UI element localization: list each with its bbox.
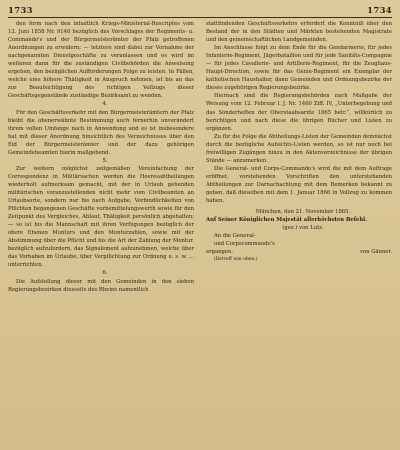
addressee-line: und Corpscommando's [214,241,275,248]
left-column [8,20,194,446]
paragraph: stattfindenden Geschäftsverkehrs erfordert die Kenntniß über den Bestand der in den Städten und Märkten bestehenden Magistrate und den gemeinschaftlichen Landgemeinden. [206,21,392,44]
addressee-line: An die General- [214,233,256,240]
paragraph: den form nach den inhaltlich Kriegs-Ministerial-Rescriptes vom 12. Juni 1858 Nr. 9140 bezüglich des Vorschlages der Regiments- u. Commando's und der Bürgermeisterämter der Pfalz getroffenen Anordnungen zu erwidern; — letztere sind dabei zur Vornahme der nachgenannten Dienstgeschäfte zu veranlassen und es wird im weiteren dann für die zuständigen Civilbehörden die Anweisung ergehen, den bezüglichen Aufforderungen Folge zu leisten. In Fällen, welche eine höhere Thätigkeit in Anspruch nehmen, ist bis an das zur Beaufsichtigung des richtigen Vollzugs dieser Geschäftsgegenstände zuständige Bezirksamt zu wenden. [8,21,194,100]
paragraph: Die General- und Corps-Commando's wird die mit dem Auftrage eröffnet, vorstehenden Vorschriften den unterstehenden Abtheilungen zur Darnachachtung mit dem Bemerken bekannt zu geben, daß dieselben mit dem 1. Januar 1866 in Vollzug zu kommen haben. [206,165,392,205]
signature-gaenner: von Gänner. [360,249,392,256]
paragraph: Hiernach sind die Regierungsbehörden nach Maßgabe der Weisung vom 12. Februar l. J. Nr. 1460 Ziff. IV, „Unterbegebung und das Sonderheften der Oberstaabsarzte 1865 betr.“, willkürlich zu berichtigen und nach diese die übrigen Bücher und Listen zu ergänzen. [206,93,392,132]
right-page-number: 1734 [367,6,392,16]
left-page-number: 1733 [8,6,33,16]
section-number: 5. [102,157,108,164]
royal-command-line: Auf Seiner Königlichen Majestät allerhöchsten Befehl. [206,217,367,224]
header-rule [8,17,392,18]
paragraph: Zu für die Folge die Abtheilungs-Listen der Gemeinden demnächst durch die bezügliche Aufsichts-Listen werden, so ist nur noch bei freiwilligen Zugängen hinzu in den Aktenverzeichnisse der übrigen Stände — anzumerken. [206,133,392,164]
reference-note: (Betreff wie oben.) [214,257,258,263]
section-number: 6. [102,270,108,277]
signature-lutz: (gez.) von Lutz. [282,225,324,232]
signature-row [206,248,392,256]
date-line: München, den 21. November 1865. [255,209,351,216]
paragraph: Zur weitern möglichst zeitgemäßen Vereinfachung der Correspondenz in Militärsachen werden die Heeresabtheilungen wiederholt aufmerksam gemacht, mit der in Urlaub gehenden militärischen voranzustellenden nicht mehr vom Civilbeamten an Urlaubsorte, sondern nur bis nach Aufgabe, Verbindlichkeiten von Pflichten begangenen Geschäfte vorbemittelungswerth sowie für den Zeitpunkt des Vergleiches, Ablauf, Thätigkeit persönlich abgehalten; — so ist bis die Mannschaft mit ihren Verfügungen bezüglich der obere Ebenen Monturs und den Monturzahlen, sowie mit der Abstimmung über die Pflicht und bis die Art der Zahlung der Montur. bezüglich aufzufordern, das Signalement aufzunehmen, welche über das Vorhaben im Urlaube, über Verpflichtung zur Ordnung u. s. w. ... unterrichten. [8,165,194,269]
ergangen-label: ergangen. [206,249,234,256]
paragraph: Im Anschlusse folgt zu dem Ende für die Gendarmerie, für jedes Infanterie-Regiment, Jägerbataillon und für jede Sanitäts-Compagnie — für jedes Cavallerie- und Artillerie-Regiment, für die Zeughaus-Haupt-Direction, sowie für das Genie-Regiment ein Exemplar der katholischen Haushalter, dann Gemeinden und Ordnungsbezirke der dieses zugehörigen Regierungsbezirke. [206,45,392,92]
section-number: 4. [102,101,108,108]
right-column [206,20,392,446]
paragraph: Die Aufstellung dieser mit den Gemeinden in den sieben Regierungsbezirken diesseits des Rheins namentlich [8,278,194,293]
paragraph: Für den Geschäftsverkehr mit den Bürgermeisterämtern der Pfalz bleibt die obenerwähnte Bestimmung auch fernerhin unverändert ihrem vollen Umfange nach in Anwendung und es ist insbesondere hat mit dieser Anordnung hinsichtlich des Verzeichnisses über den Eid der Bürgermeisterämter und der dazu gehörigen Gemeindebeamten hierin maßgebend. [8,109,194,156]
